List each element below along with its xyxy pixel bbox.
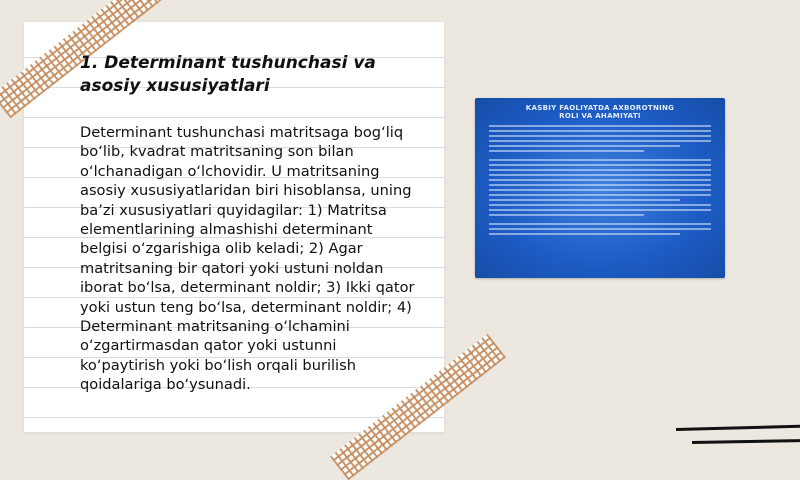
scanned-text-line — [489, 179, 711, 181]
scanned-text-line — [489, 209, 711, 211]
slide-heading: 1. Determinant tushunchasi va asosiy xususiyatlari — [80, 53, 376, 96]
decorative-line — [692, 439, 800, 444]
scanned-text-line — [489, 233, 680, 235]
scanned-text-line — [489, 150, 644, 152]
decorative-line — [676, 425, 800, 431]
scanned-image-title — [489, 104, 711, 120]
scanned-text-line — [489, 135, 711, 137]
scanned-text-line — [489, 145, 680, 147]
scanned-document-image — [475, 98, 725, 278]
scanned-text-line — [489, 174, 711, 176]
scanned-text-line — [489, 169, 711, 171]
scanned-text-line — [489, 140, 711, 142]
scanned-text-line — [489, 228, 711, 230]
scanned-text-line — [489, 199, 680, 201]
scanned-text-line — [489, 164, 711, 166]
scanned-text-line — [489, 223, 711, 225]
scanned-text-line — [489, 130, 711, 132]
scanned-text-line — [489, 214, 644, 216]
scanned-text-line — [489, 125, 711, 127]
scanned-image-title-line-2: ROLI VA AHAMIYATI — [559, 112, 641, 120]
scanned-image-title-line-1: KASBIY FAOLIYATDA AXBOROTNING — [525, 104, 675, 112]
scanned-text-line — [489, 204, 711, 206]
scanned-text-line — [489, 184, 711, 186]
scanned-text-line — [489, 189, 711, 191]
scanned-text-line — [489, 159, 711, 161]
scanned-text-line — [489, 194, 711, 196]
slide-body-text: Determinant tushunchasi matritsaga bog‘liq bo‘lib, kvadrat matritsaning son bilan o‘lchanadigan o‘lchovidir. U matritsaning asosiy xususiyatlaridan biri hisoblansa, uning ba’zi xususiyatlari quyidagilar: 1) Matritsa elementlarining almashishi determinant belgisi o‘zgarishiga olib keladi; 2) Agar matritsaning bir qatori yoki ustuni noldan iborat bo‘lsa, determinant noldir; 3) Ikki qator yoki ustun teng bo‘lsa, determinant noldir; 4) Determinant matritsaning o‘lchamini o‘zgartirmasdan qator yoki ustunni ko‘paytirish yoki bo‘lish orqali burilish qoidalariga bo‘ysunadi. — [80, 124, 415, 394]
